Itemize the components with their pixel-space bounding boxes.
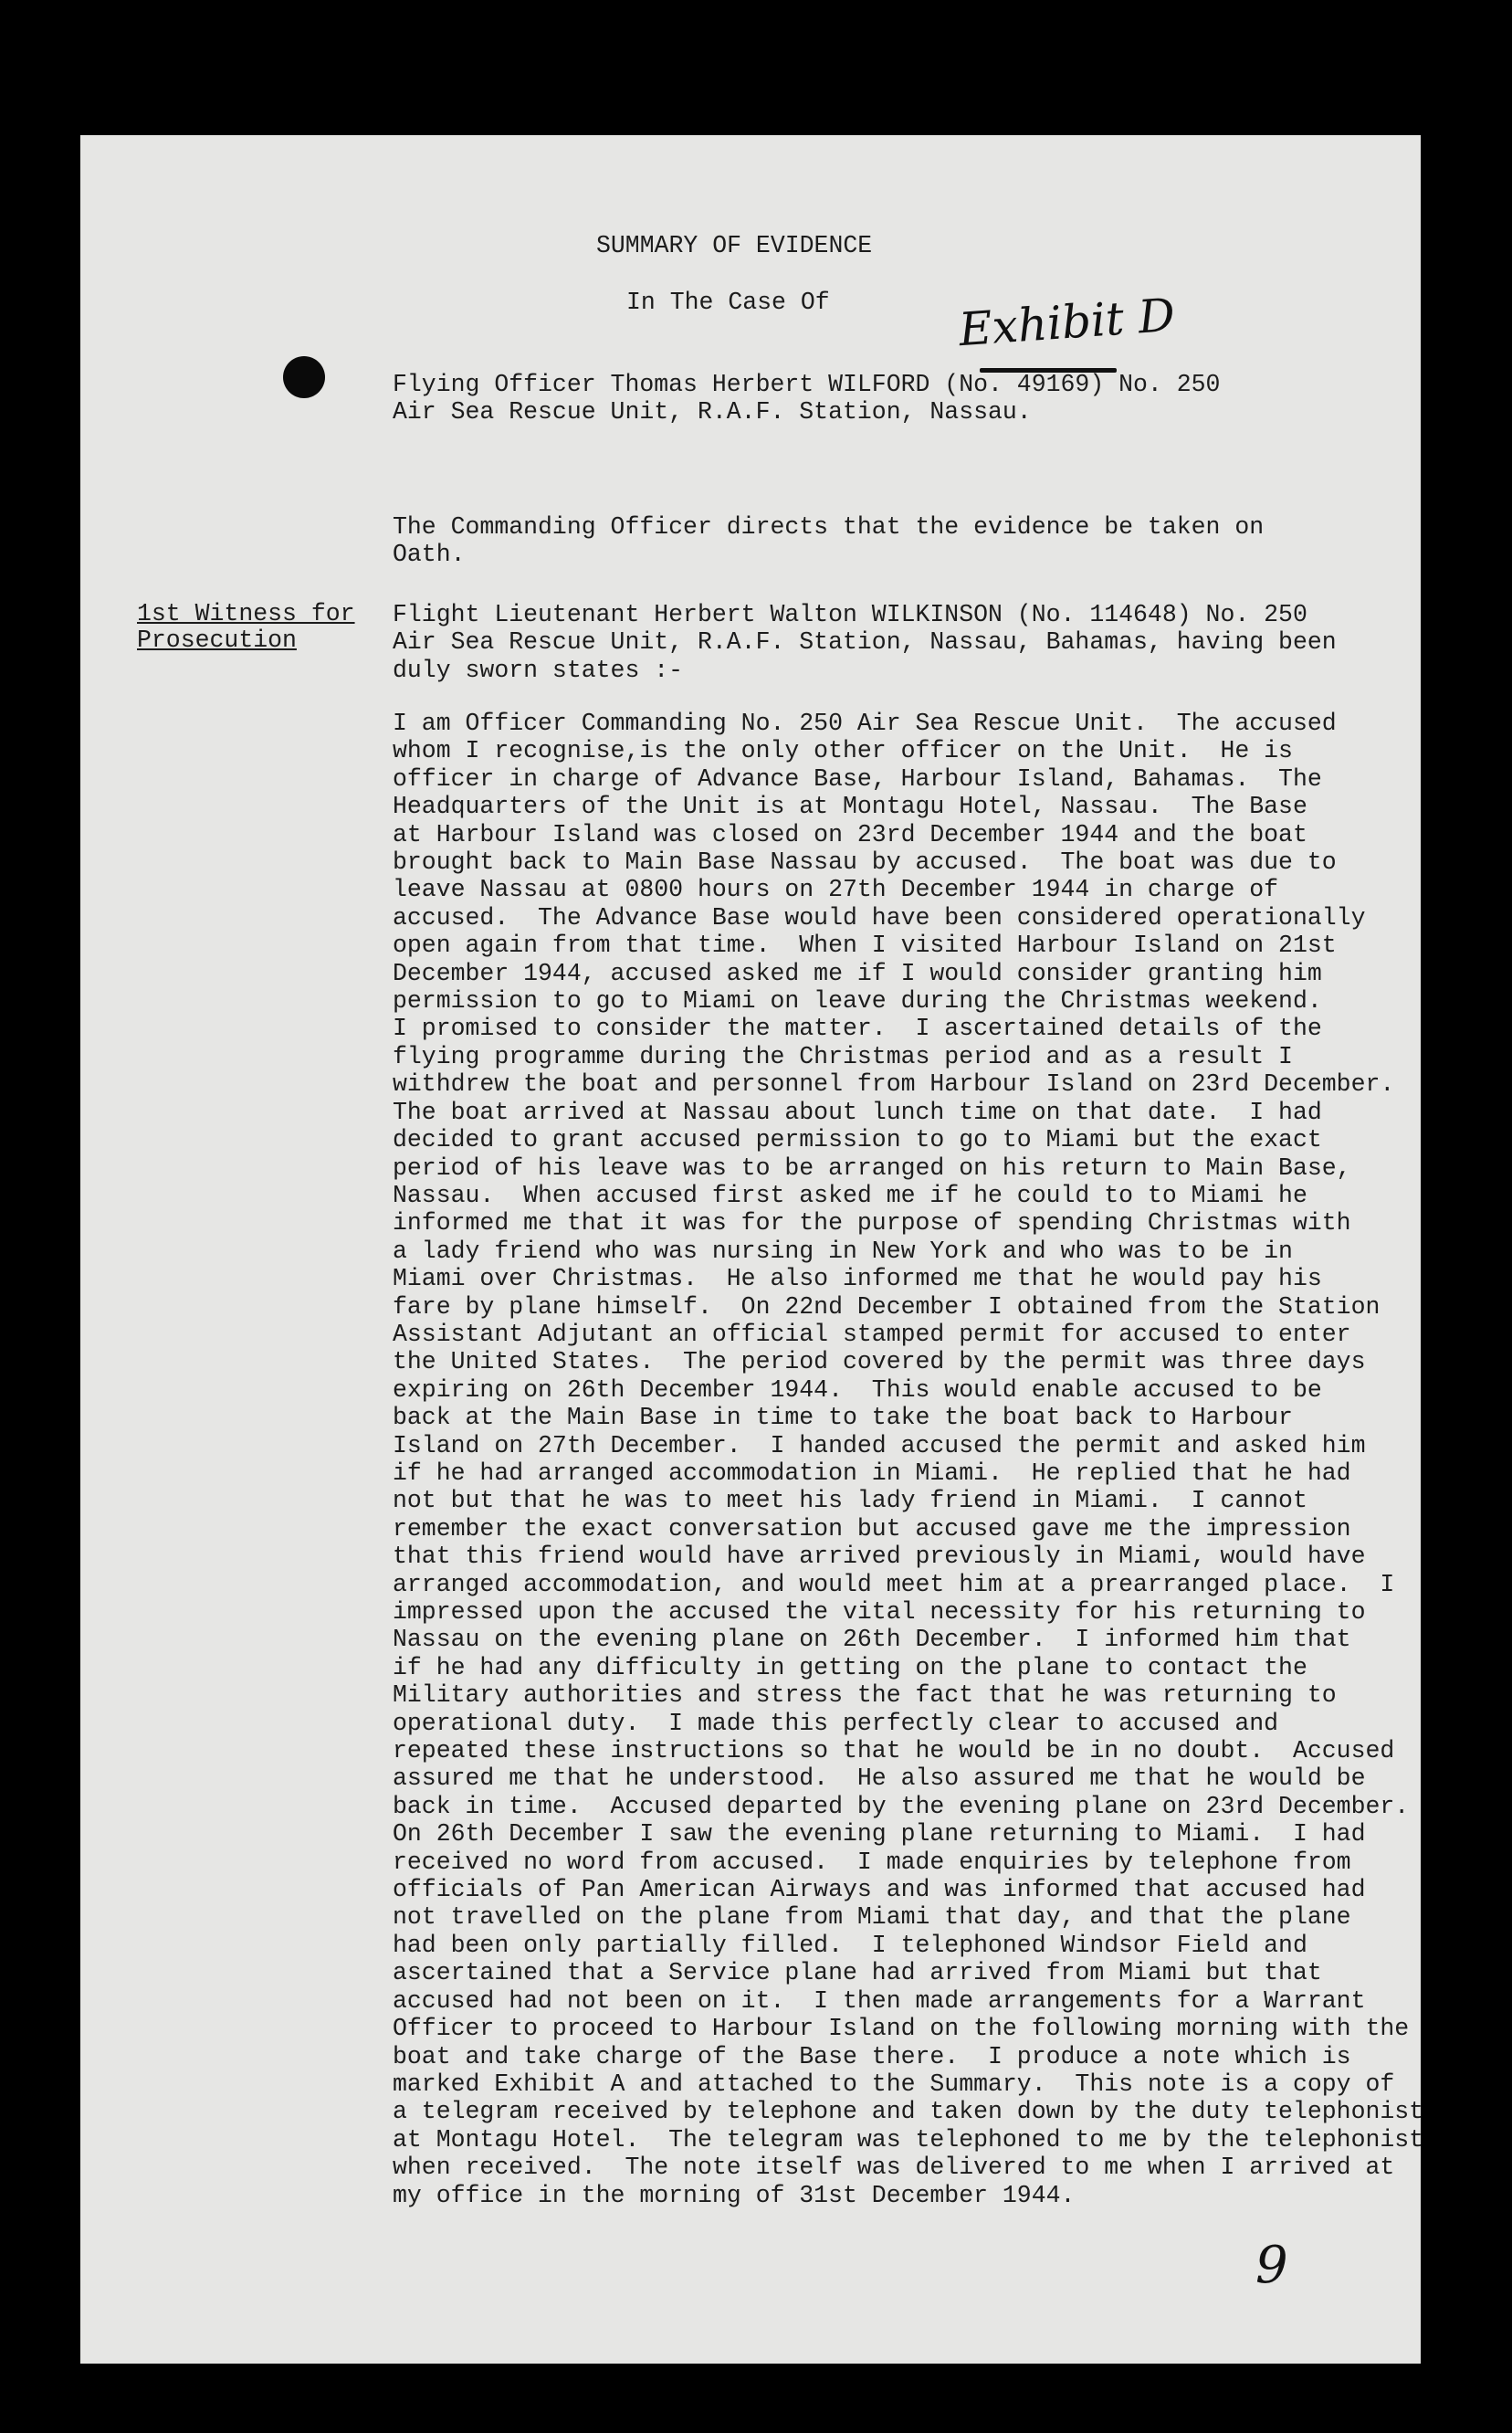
document-subtitle: In The Case Of xyxy=(626,289,830,316)
witness-testimony: I am Officer Commanding No. 250 Air Sea Rescue Unit. The accused whom I recognise,is the only other officer on the Unit. He is officer in charge of Advance Base, Harbour Island, Bahamas. The Headquarters of the Unit is at Montagu Hotel, Nassau. The Base at Harbour Island was closed on 23rd December 1944 and the boat brought back to Main Base Nassau by accused. The boat was due to leave Nassau at 0800 hours on 27th December 1944 in charge of accused. The Advance Base would have been considered operationally open again from that time. When I visited Harbour Island on 21st December 1944, accused asked me if I would consider granting him permission to go to Miami on leave during the Christmas weekend. I promised to consider the matter. I ascertained details of the flying programme during the Christmas period and as a result I withdrew the boat and personnel from Harbour Island on 23rd December. The boat arrived at Nassau about lunch time on that date. I had decided to grant accused permission to go to Miami but the exact period of his leave was to be arranged on his return to Main Base, Nassau. When accused first asked me if he could to to Miami he informed me that it was for the purpose of spending Christmas with a lady friend who was nursing in New York and who was to be in Miami over Christmas. He also informed me that he would pay his fare by plane himself. On 22nd December I obtained from the Station Assistant Adjutant an official stamped permit for accused to enter the United States. The period covered by the permit was three days expiring on 26th December 1944. This would enable accused to be back at the Main Base in time to take the boat back to Harbour Island on 27th December. I handed accused the permit and asked him if he had arranged accommodation in Miami. He replied that he had not but that he was to meet his lady friend in Miami. I cannot remember the exact conversation but accused gave me the impression that this friend would have arrived previously in Miami, would have arranged accommodation, and would meet him at a prearranged place. I impressed upon the accused the vital necessity for his returning to Nassau on the evening plane on 26th December. I informed him that if he had any difficulty in getting on the plane to contact the Military authorities and stress the fact that he was returning to operational duty. I made this perfectly clear to accused and repeated these instructions so that he would be in no doubt. Accused assured me that he understood. He also assured me that he would be back in time. Accused departed by the evening plane on 23rd December. On 26th December I saw the evening plane returning to Miami. I had received no word from accused. I made enquiries by telephone from officials of Pan American Airways and was informed that accused had not travelled on the plane from Miami that day, and that the plane had been only partially filled. I telephoned Windsor Field and ascertained that a Service plane had arrived from Miami but that accused had not been on it. I then made arrangements for a Warrant Officer to proceed to Harbour Island on the following morning with the boat and take charge of the Base there. I produce a note which is marked Exhibit A and attached to the Summary. This note is a copy of a telegram received by telephone and taken down by the duty telephonist at Montagu Hotel. The telegram was telephoned to me by the telephonist when received. The note itself was delivered to me when I arrived at my office in the morning of 31st December 1944. xyxy=(393,710,1424,2209)
exhibit-annotation: Exhibit D xyxy=(957,288,1177,357)
page-number: 9 xyxy=(1255,2236,1288,2295)
document-title: SUMMARY OF EVIDENCE xyxy=(596,232,873,259)
accused-details: Flying Officer Thomas Herbert WILFORD (No. 49169) No. 250 Air Sea Rescue Unit, R.A.F. Station, Nassau. xyxy=(393,371,1221,427)
punch-hole xyxy=(283,356,325,398)
oath-direction: The Commanding Officer directs that the evidence be taken on Oath. xyxy=(393,513,1265,569)
witness-margin-label: 1st Witness for Prosecution xyxy=(137,600,355,654)
witness-sworn-statement: Flight Lieutenant Herbert Walton WILKINSON (No. 114648) No. 250 Air Sea Rescue Unit, R.A.F. Station, Nassau, Bahamas, having been duly sworn states :- xyxy=(393,601,1337,684)
